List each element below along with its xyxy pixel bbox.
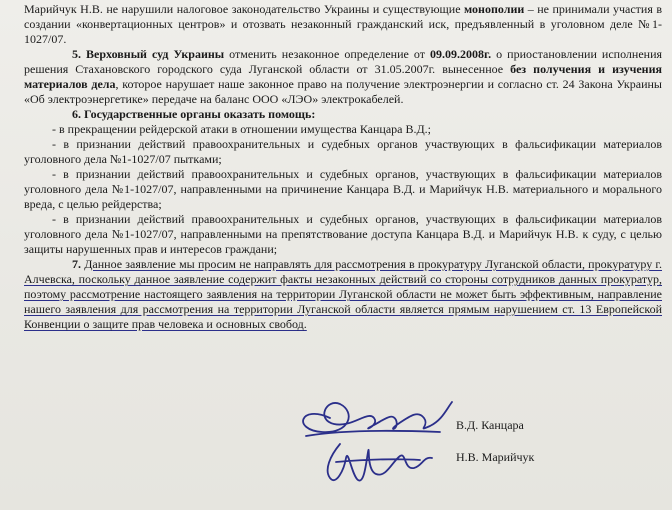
signatory-name: Н.В. Марийчук bbox=[456, 450, 535, 464]
p7-text: Данное заявление мы просим не направлять для рассмотрения в прокуратуру Луганской области, прокуратуру г. Алчевска, поскольку данное заявление содержит факты незаконных действий со стороны сотрудников данных прокуратур, поэтому рассмотрение настоящего заявления на территории Луганской области не может быть эффективным, направление нашего заявления для рассмотрения на территории Луганской области является прямым нарушением ст. 13 Европейской Конвенции о защите прав человека и основных свобод. bbox=[24, 257, 662, 331]
p7-number: 7. bbox=[72, 257, 85, 271]
p5-text-2: о приостановлении исполнения решения Стахановского городского суда Луганской области от 31.05.2007г. вынесенное bbox=[24, 47, 663, 76]
p5-date: 09.09.2008г. bbox=[429, 47, 492, 61]
paragraph-6-heading: 6. Государственные органы оказать помощь: bbox=[72, 107, 316, 121]
signatory-name: В.Д. Канцара bbox=[456, 418, 524, 432]
paragraph-6-item: - в признании действий правоохранительных и судебных органов, участвующих в фальсификации материалов уголовного дела №1-1027/07, направленными на причинение Канцара В.Д. и Марийчук Н.В. материального и морального вреда, с целью рейдерства; bbox=[24, 167, 662, 211]
p5-bold-phrase: без получения и изучения материалов дела bbox=[24, 62, 662, 91]
intro-text: Марийчук Н.В. не нарушили налоговое законодательство Украины и существующие bbox=[24, 2, 465, 16]
signature-mariychuk-icon bbox=[328, 444, 432, 481]
paragraph-6-item: - в прекращении рейдерской атаки в отношении имущества Канцара В.Д.; bbox=[52, 122, 432, 136]
p5-text-1: отменить незаконное определение от bbox=[224, 47, 430, 61]
paragraph-6-item: - в признании действий правоохранительных и судебных органов участвующих в фальсификации материалов уголовного дела №1-1027/07 пытками; bbox=[24, 137, 662, 166]
p5-court: Верховный суд Украины bbox=[86, 47, 225, 61]
p5-text-3: , которое нарушает наше законное право на получение электроэнергии и согласно ст. 24 Закона Украины «Об электроэнергетике» передаче на баланс ООО «ЛЭО» электрокабелей. bbox=[24, 77, 662, 106]
intro-bold: монополии bbox=[464, 2, 525, 16]
intro-rest: – не принимали участия в создании «конвертационных центров» и отозвать незаконный гражданский иск, предъявленный в уголовном деле №1-1027/07. bbox=[24, 2, 663, 46]
p5-number: 5. bbox=[72, 47, 87, 61]
paragraph-6-item: - в признании действий правоохранительных и судебных органов, участвующих в фальсификации материалов уголовного дела №1-1027/07, направленными на препятствование доступа Канцара В.Д. и Марийчук Н.В. к суду, с целью защиты нарушенных прав и интересов граждани; bbox=[24, 212, 662, 256]
signature-kantsara-icon bbox=[303, 402, 452, 436]
